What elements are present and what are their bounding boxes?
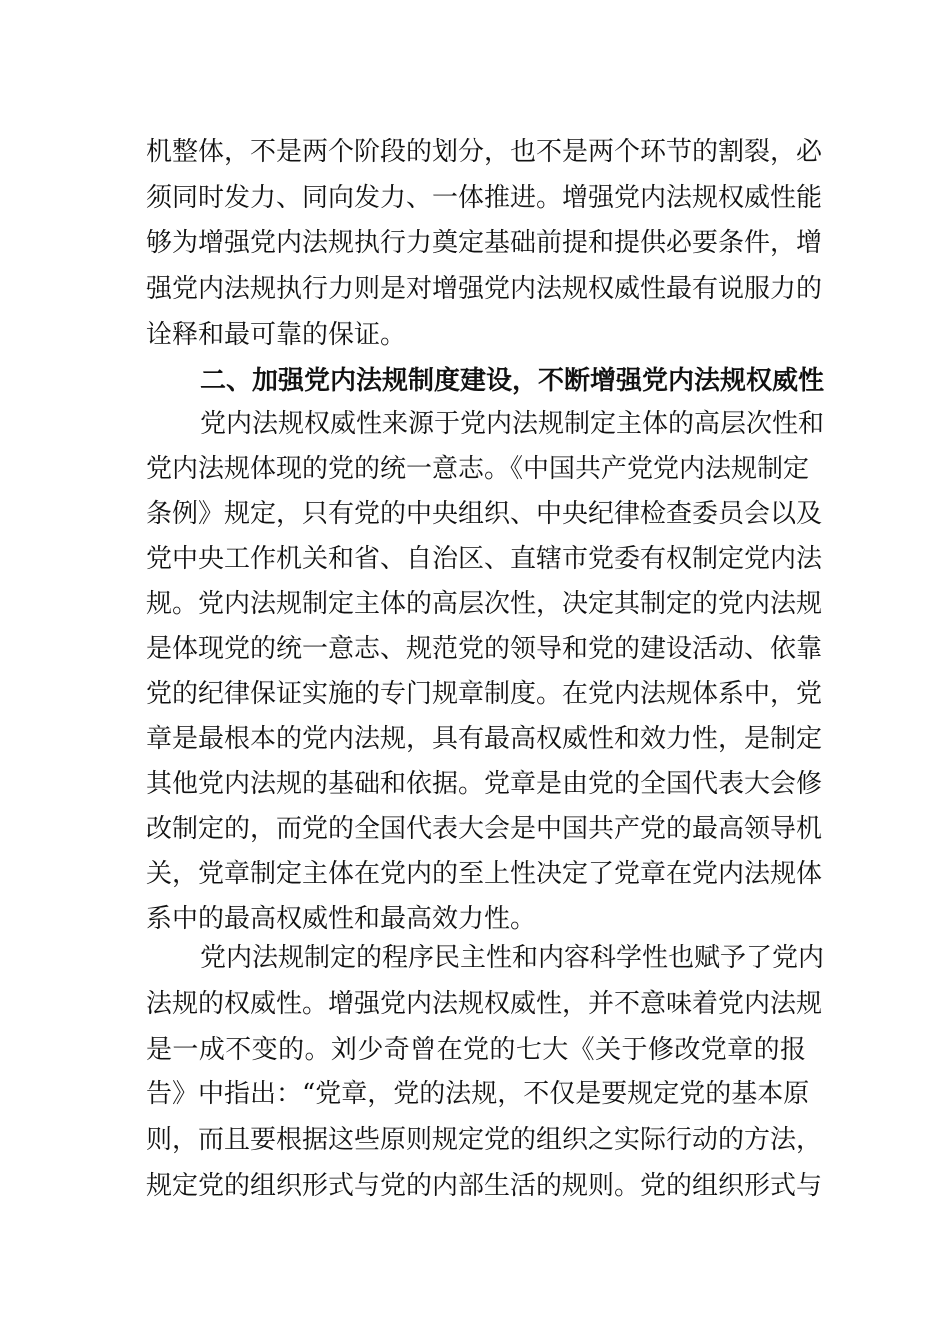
text-line: 关，党章制定主体在党内的至上性决定了党章在党内法规体 [146,859,823,889]
text-line: 法规的权威性。增强党内法规权威性，并不意味着党内法规 [146,989,823,1019]
text-line: 告》中指出：“党章，党的法规，不仅是要规定党的基本原 [146,1079,810,1109]
text-line: 是一成不变的。刘少奇曾在党的七大《关于修改党章的报 [146,1035,806,1065]
text-line: 条例》规定，只有党的中央组织、中央纪律检查委员会以及 [146,499,823,529]
text-line: 则，而且要根据这些原则规定党的组织之实际行动的方法， [146,1125,823,1155]
text-line: 规定党的组织形式与党的内部生活的规则。党的组织形式与 [146,1171,823,1201]
text-line: 须同时发力、同向发力、一体推进。增强党内法规权威性能 [146,183,823,213]
text-line: 党的纪律保证实施的专门规章制度。在党内法规体系中，党 [146,679,823,709]
text-line: 系中的最高权威性和最高效力性。 [146,904,537,934]
text-line: 党内法规体现的党的统一意志。《中国共产党党内法规制定 [146,454,810,484]
text-line: 机整体，不是两个阶段的划分，也不是两个环节的割裂，必 [146,137,823,167]
text-line: 改制定的，而党的全国代表大会是中国共产党的最高领导机 [146,814,823,844]
text-line: 诠释和最可靠的保证。 [146,320,407,350]
text-line: 规。党内法规制定主体的高层次性，决定其制定的党内法规 [146,589,823,619]
text-line: 是体现党的统一意志、规范党的领导和党的建设活动、依靠 [146,634,823,664]
heading-text: 二、加强党内法规制度建设，不断增强党内法规权威性 [200,366,825,396]
text-line: 章是最根本的党内法规，具有最高权威性和效力性，是制定 [146,724,823,754]
text-line: 党中央工作机关和省、自治区、直辖市党委有权制定党内法 [146,544,823,574]
text-line: 其他党内法规的基础和依据。党章是由党的全国代表大会修 [146,769,823,799]
text-line: 够为增强党内法规执行力奠定基础前提和提供必要条件，增 [146,228,823,258]
text-line: 党内法规权威性来源于党内法规制定主体的高层次性和 [200,409,825,439]
text-line: 党内法规制定的程序民主性和内容科学性也赋予了党内 [200,943,825,973]
text-line: 强党内法规执行力则是对增强党内法规权威性最有说服力的 [146,274,823,304]
